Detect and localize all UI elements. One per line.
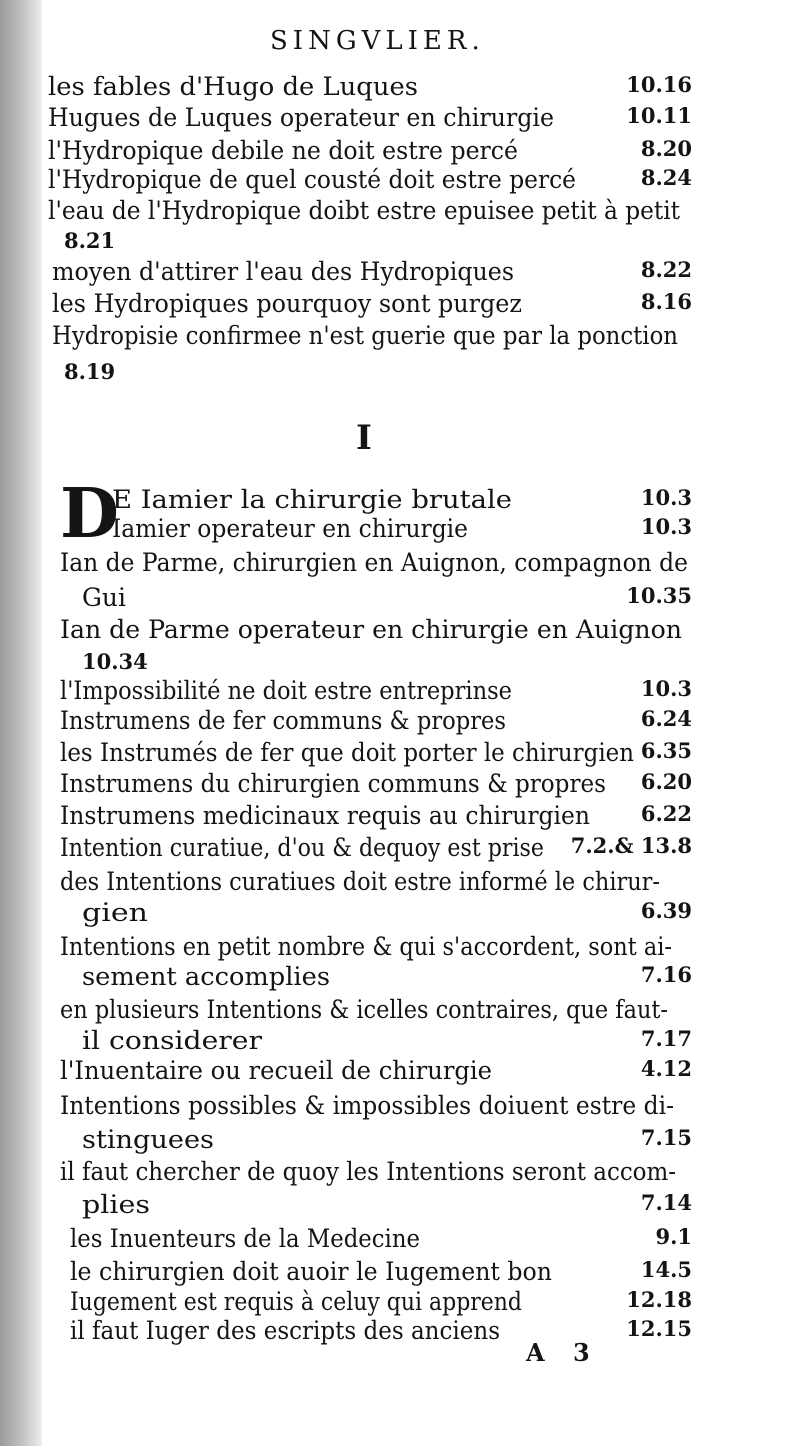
entry-text: Instrumens medicinaux requis au chirurgien	[60, 801, 590, 830]
page-reference: 14.5	[640, 1257, 692, 1282]
index-entry	[0, 833, 800, 867]
page-reference: 9.1	[655, 1224, 692, 1249]
page-reference: 6.20	[640, 769, 692, 794]
page-reference: 10.3	[640, 676, 692, 701]
entry-text: l'Hydropique debile ne doit estre percé	[48, 136, 518, 165]
page-reference: 8.19	[64, 359, 116, 384]
page-reference: 8.22	[640, 257, 692, 282]
index-entry	[0, 676, 800, 710]
page-reference: 8.24	[640, 165, 692, 190]
index-entry	[0, 867, 800, 901]
index-entry	[0, 321, 800, 355]
page-reference: 4.12	[640, 1056, 692, 1081]
entry-text: Intentions possibles & impossibles doiuent estre di-	[60, 1091, 674, 1120]
index-entry	[0, 962, 800, 996]
entry-text: les fables d'Hugo de Luques	[48, 72, 418, 101]
index-entry	[0, 801, 800, 835]
index-entry	[0, 615, 800, 649]
entry-text: l'eau de l'Hydropique doibt estre epuisee petit à petit	[48, 196, 680, 225]
page-reference: 8.21	[64, 228, 116, 253]
page-reference: 7.2.& 13.8	[570, 833, 692, 858]
entry-text: Hugues de Luques operateur en chirurgie	[48, 103, 554, 132]
page-reference: 10.16	[626, 72, 692, 97]
index-entry	[0, 289, 800, 323]
drop-cap: D	[60, 474, 119, 554]
entry-text: les Hydropiques pourquoy sont purgez	[52, 289, 522, 318]
index-entry	[0, 706, 800, 740]
page-reference: 7.14	[640, 1190, 692, 1215]
entry-text: Ian de Parme operateur en chirurgie en Auignon	[60, 615, 682, 644]
entry-text: Intentions en petit nombre & qui s'accordent, sont ai-	[60, 932, 672, 961]
index-entry	[0, 257, 800, 291]
page-reference: 10.3	[640, 485, 692, 510]
page-reference: 12.15	[626, 1316, 692, 1341]
page-reference: 7.15	[640, 1125, 692, 1150]
page-reference: 10.34	[82, 649, 148, 674]
page-reference: 10.11	[626, 103, 692, 128]
running-header: SINGVLIER.	[270, 26, 485, 56]
index-entry	[0, 1125, 800, 1159]
page-reference: 10.35	[626, 583, 692, 608]
index-entry	[0, 1056, 800, 1090]
entry-text: il considerer	[82, 1026, 262, 1055]
index-entry	[0, 932, 800, 966]
index-entry	[0, 1257, 800, 1291]
index-entry	[0, 359, 800, 393]
page-reference: 12.18	[626, 1287, 692, 1312]
entry-text: les Inuenteurs de la Medecine	[70, 1224, 420, 1253]
index-entry	[0, 1224, 800, 1258]
page-reference: 10.3	[640, 514, 692, 539]
entry-text: moyen d'attirer l'eau des Hydropiques	[52, 257, 514, 286]
entry-text: plies	[82, 1190, 150, 1219]
entry-text: Ian de Parme, chirurgien en Auignon, compagnon de	[60, 548, 688, 577]
index-entry	[0, 103, 800, 137]
index-entry	[0, 548, 800, 582]
index-entry	[0, 995, 800, 1029]
index-entry	[0, 738, 800, 772]
entry-text: stinguees	[82, 1125, 214, 1154]
entry-text: Iamier operateur en chirurgie	[112, 514, 468, 543]
entry-text: l'Inuentaire ou recueil de chirurgie	[60, 1056, 492, 1085]
entry-text: E Iamier la chirurgie brutale	[112, 485, 512, 514]
index-entry	[0, 514, 800, 548]
index-entry	[0, 1157, 800, 1191]
index-entry	[0, 196, 800, 230]
entry-text: les Instrumés de fer que doit porter le chirurgien	[60, 738, 634, 767]
page-reference: 6.24	[640, 706, 692, 731]
index-entry	[0, 583, 800, 617]
page-reference: 6.22	[640, 801, 692, 826]
signature-mark: A 3	[526, 1338, 600, 1367]
entry-text: il faut chercher de quoy les Intentions seront accom-	[60, 1157, 676, 1186]
index-entry	[0, 72, 800, 106]
entry-text: des Intentions curatiues doit estre informé le chirur-	[60, 867, 660, 896]
entry-text: en plusieurs Intentions & icelles contraires, que faut-	[60, 995, 668, 1024]
page-reference: 6.39	[640, 898, 692, 923]
entry-text: sement accomplies	[82, 962, 330, 991]
entry-text: Intention curatiue, d'ou & dequoy est prise	[60, 833, 544, 862]
entry-text: l'Impossibilité ne doit estre entreprinse	[60, 676, 512, 705]
index-entry	[0, 165, 800, 199]
page-reference: 8.20	[640, 136, 692, 161]
index-entry	[0, 1091, 800, 1125]
entry-text: l'Hydropique de quel cousté doit estre percé	[48, 165, 576, 194]
index-entry	[0, 1316, 800, 1350]
page-reference: 7.16	[640, 962, 692, 987]
entry-text: Iugement est requis à celuy qui apprend	[70, 1287, 522, 1316]
entry-text: Instrumens du chirurgien communs & propres	[60, 769, 606, 798]
entry-text: Instrumens de fer communs & propres	[60, 706, 506, 735]
section-letter: I	[356, 418, 372, 458]
page-reference: 8.16	[640, 289, 692, 314]
page-reference: 7.17	[640, 1026, 692, 1051]
index-entry	[0, 1026, 800, 1060]
index-entry	[0, 898, 800, 932]
index-entry	[0, 1190, 800, 1224]
entry-text: le chirurgien doit auoir le Iugement bon	[70, 1257, 552, 1286]
entry-text: il faut Iuger des escripts des anciens	[70, 1316, 500, 1345]
entry-text: Hydropisie confirmee n'est guerie que par la ponction	[52, 321, 678, 350]
index-entry	[0, 769, 800, 803]
entry-text: gien	[82, 898, 148, 927]
entry-text: Gui	[82, 583, 126, 612]
page-reference: 6.35	[640, 738, 692, 763]
